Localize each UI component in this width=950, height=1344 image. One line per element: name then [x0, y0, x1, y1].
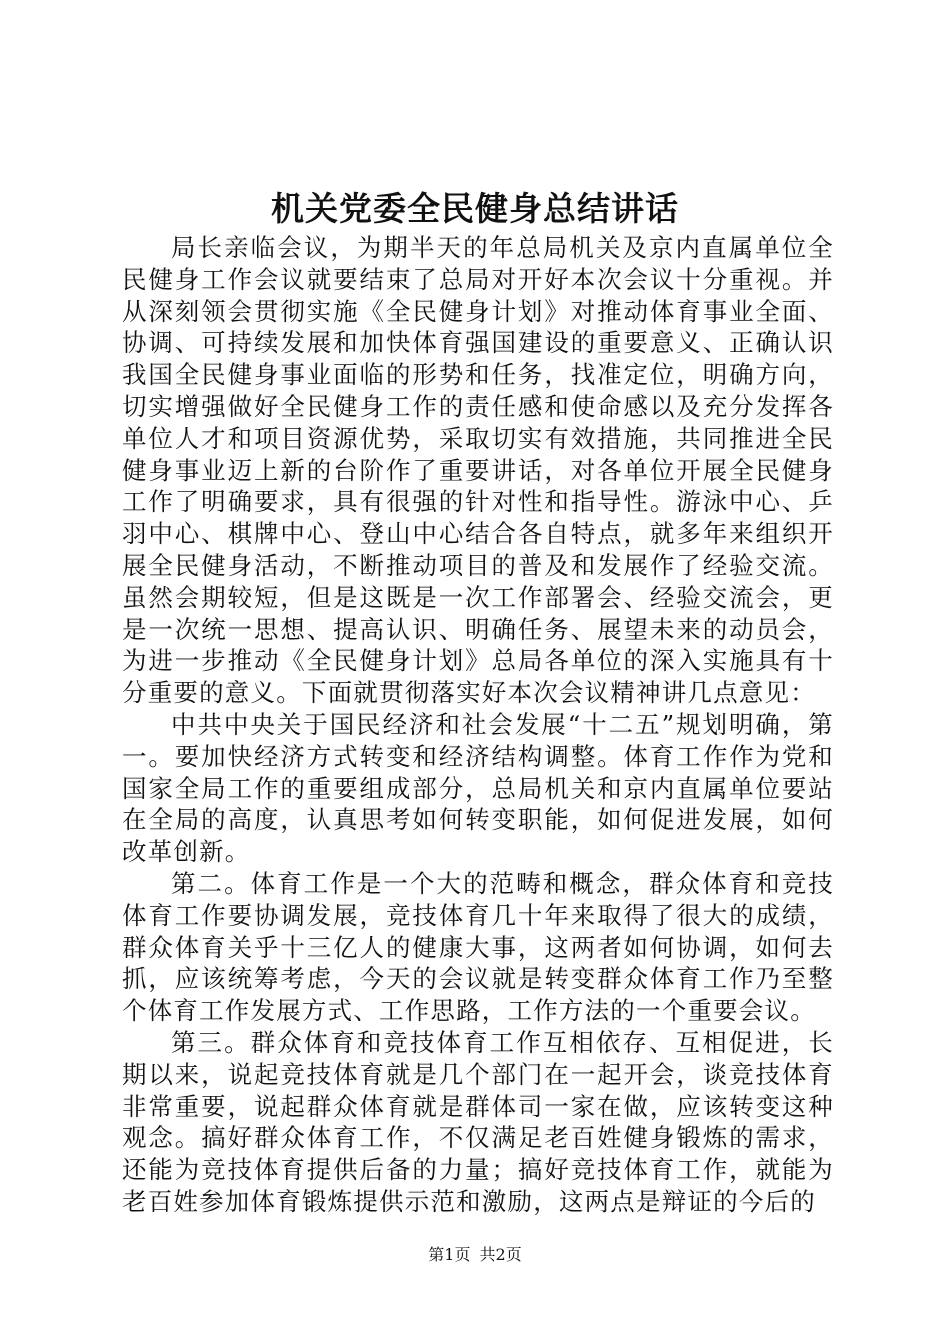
- paragraph-point-three: 第三。群众体育和竞技体育工作互相依存、互相促进，长期以来，说起竞技体育就是几个部门在一起开会，谈竞技体育非常重要，说起群众体育就是群体司一家在做，应该转变这种观念。搞好群众体育工作，不仅满足老百姓健身锻炼的需求，还能为竞技体育提供后备的力量；搞好竞技体育工作，就能为老百姓参加体育锻炼提供示范和激励，这两点是辩证的今后的: [122, 1027, 834, 1216]
- paragraph-point-two: 第二。体育工作是一个大的范畴和概念，群众体育和竞技体育工作要协调发展，竞技体育几十年来取得了很大的成绩，群众体育关乎十三亿人的健康大事，这两者如何协调，如何去抓，应该统筹考虑，今天的会议就是转变群众体育工作乃至整个体育工作发展方式、工作思路，工作方法的一个重要会议。: [122, 868, 834, 1026]
- paragraph-point-one: 中共中央关于国民经济和社会发展“十二五”规划明确，第一。要加快经济方式转变和经济结构调整。体育工作作为党和国家全局工作的重要组成部分，总局机关和京内直属单位要站在全局的高度，认真思考如何转变职能，如何促进发展，如何改革创新。: [122, 709, 834, 867]
- document-body: [122, 232, 834, 1218]
- document-title: 机关党委全民健身总结讲话: [271, 189, 679, 228]
- page-number-total: 共2页: [479, 1245, 522, 1264]
- page-footer: [0, 1244, 950, 1266]
- paragraph-intro: 局长亲临会议，为期半天的年总局机关及京内直属单位全民健身工作会议就要结束了总局对开好本次会议十分重视。并从深刻领会贯彻实施《全民健身计划》对推动体育事业全面、协调、可持续发展和加快体育强国建设的重要意义、正确认识我国全民健身事业面临的形势和任务，找准定位，明确方向，切实增强做好全民健身工作的责任感和使命感以及充分发挥各单位人才和项目资源优势，采取切实有效措施，共同推进全民健身事业迈上新的台阶作了重要讲话，对各单位开展全民健身工作了明确要求，具有很强的针对性和指导性。游泳中心、乒羽中心、棋牌中心、登山中心结合各自特点，就多年来组织开展全民健身活动，不断推动项目的普及和发展作了经验交流。虽然会期较短，但是这既是一次工作部署会、经验交流会，更是一次统一思想、提高认识、明确任务、展望未来的动员会，为进一步推动《全民健身计划》总局各单位的深入实施具有十分重要的意义。下面就贯彻落实好本次会议精神讲几点意见：: [122, 233, 834, 708]
- page-number-current: 第1页: [428, 1245, 471, 1264]
